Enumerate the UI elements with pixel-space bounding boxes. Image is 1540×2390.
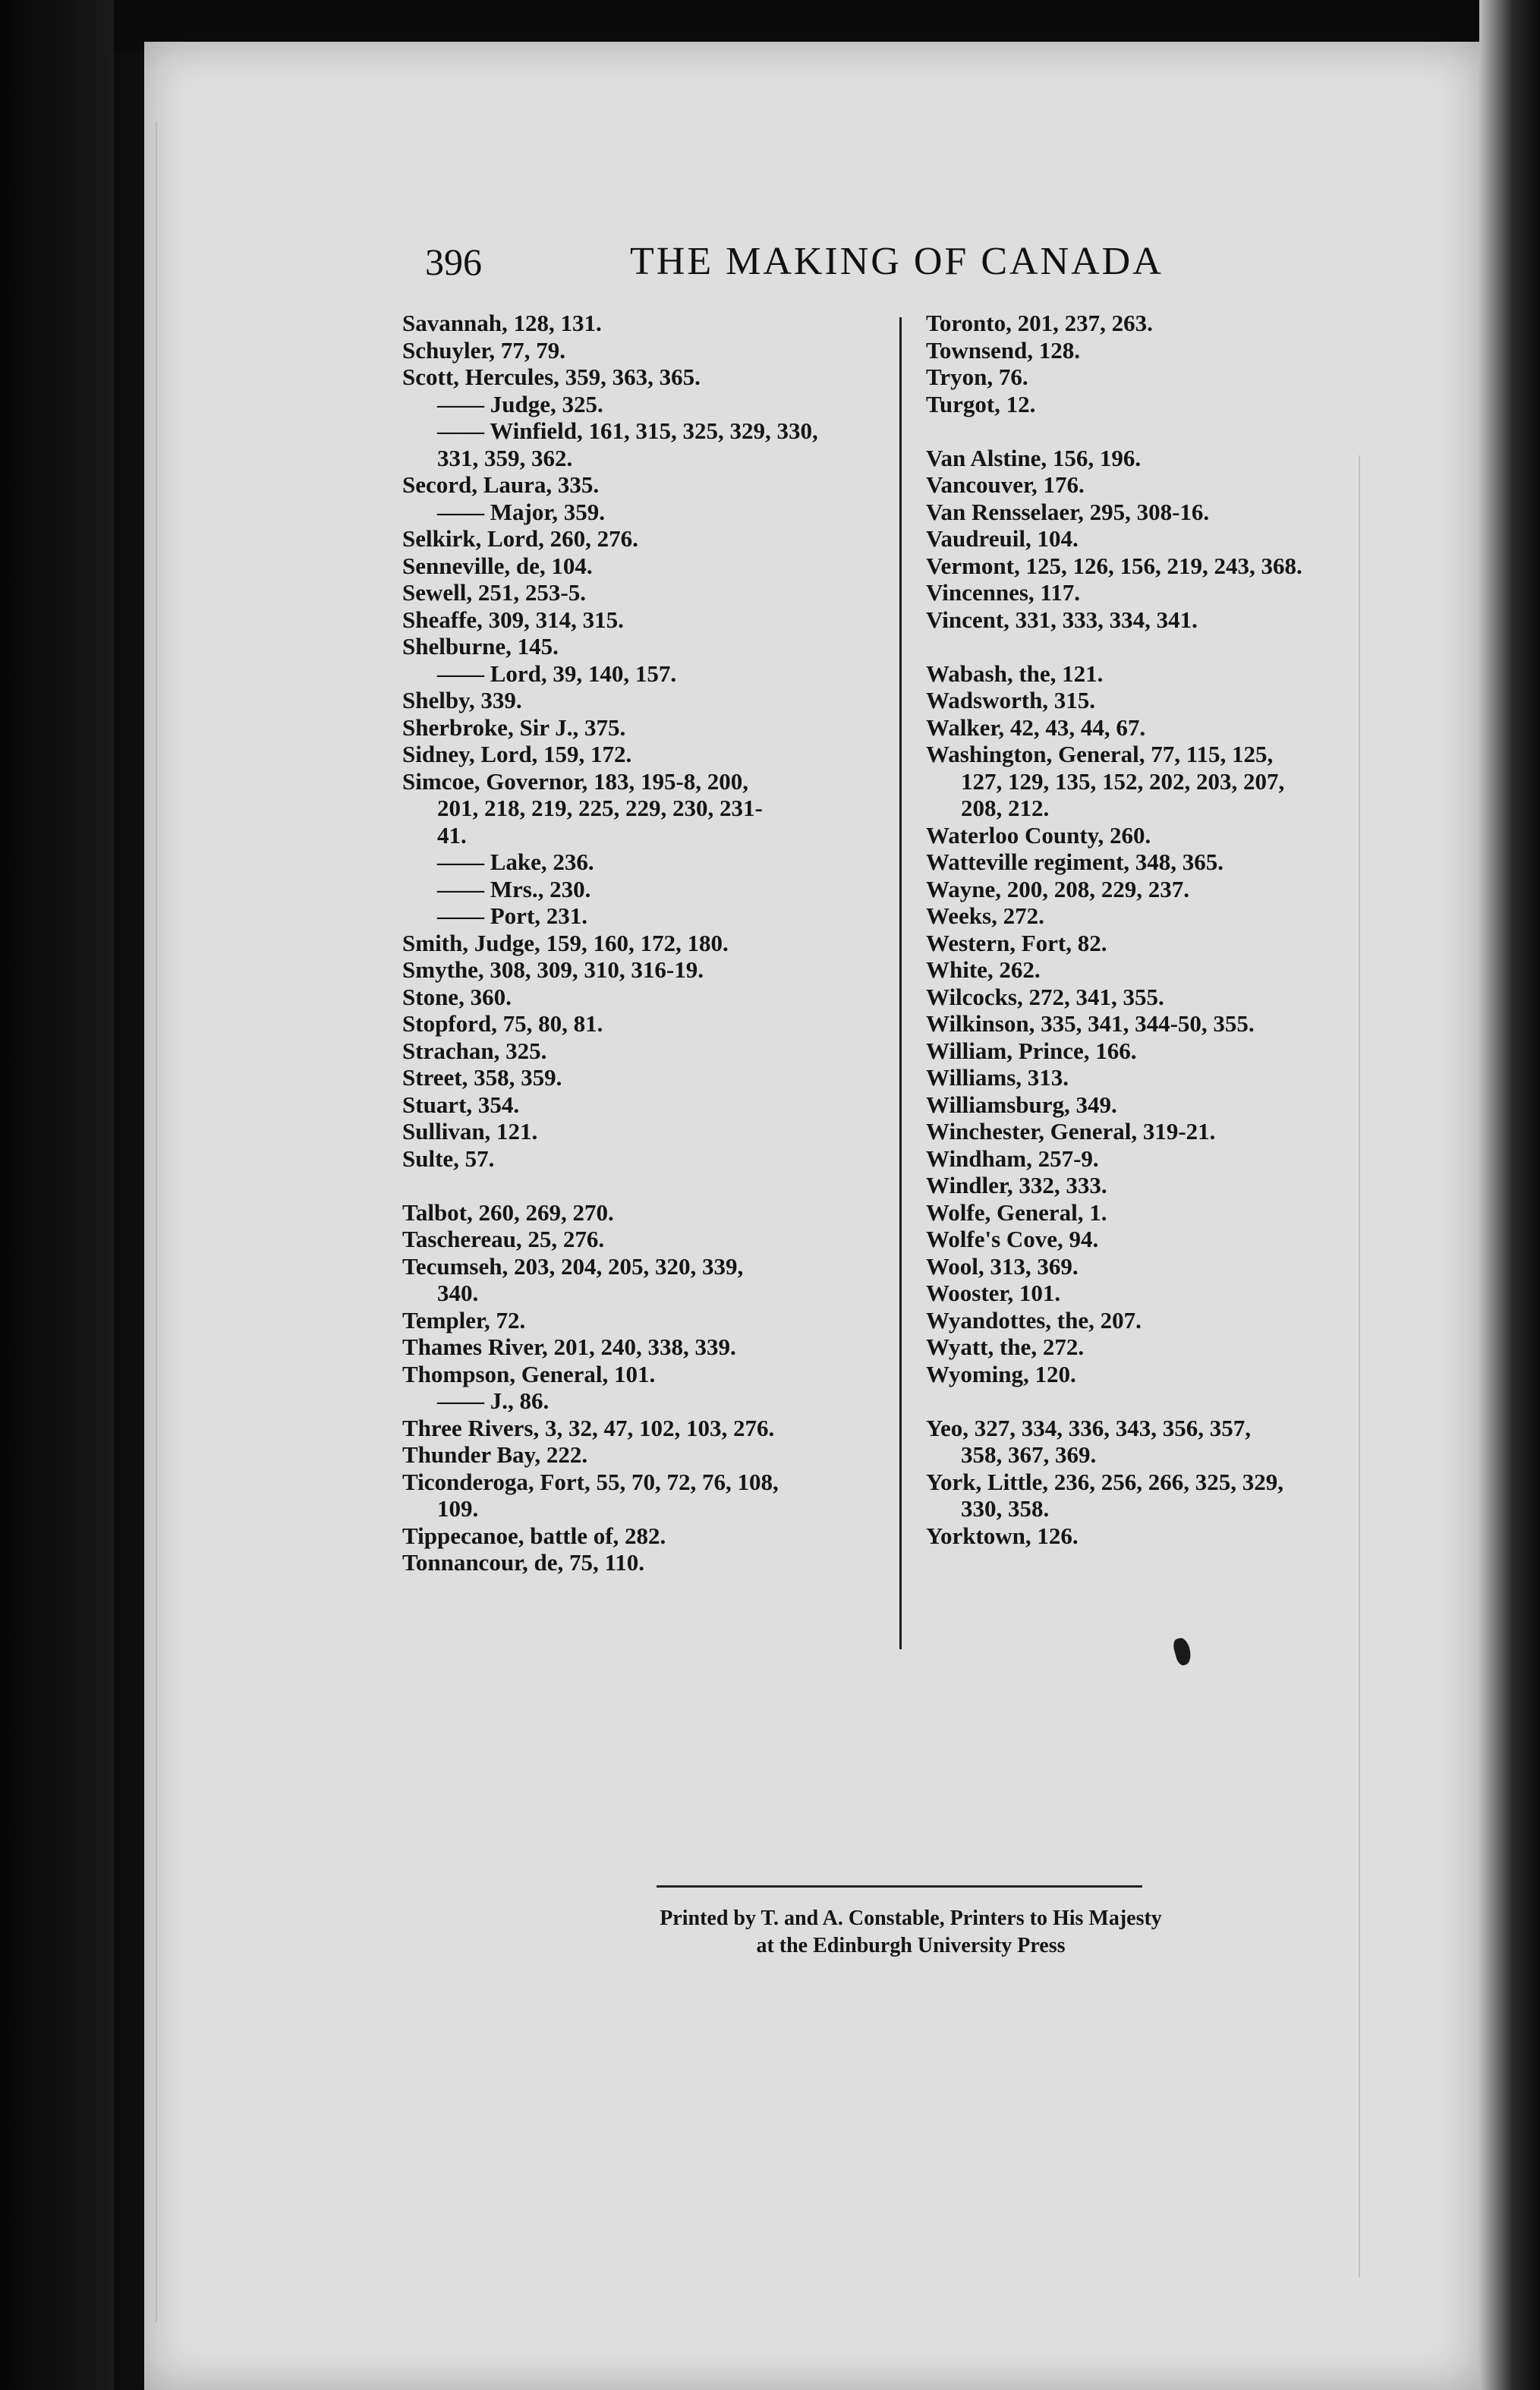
printer-imprint — [531, 1905, 1290, 1960]
index-entry: Wolfe's Cove, 94. — [926, 1226, 1099, 1252]
index-entry: —— J., 86. — [437, 1387, 550, 1414]
index-entry: 331, 359, 362. — [437, 444, 573, 471]
index-entry: Thunder Bay, 222. — [402, 1441, 588, 1468]
index-entry: Smythe, 308, 309, 310, 316-19. — [402, 956, 704, 983]
index-entry: Savannah, 128, 131. — [402, 310, 602, 336]
scan-left-edge — [0, 0, 114, 2390]
index-entry: Talbot, 260, 269, 270. — [402, 1198, 614, 1226]
index-entry: Sheaffe, 309, 314, 315. — [402, 606, 624, 633]
scan-right-edge — [1479, 0, 1540, 2390]
index-columns — [402, 310, 1434, 1653]
index-entry: Stuart, 354. — [402, 1091, 520, 1118]
index-entry: Yeo, 327, 334, 336, 343, 356, 357, — [926, 1414, 1251, 1441]
index-entry: Taschereau, 25, 276. — [402, 1226, 605, 1252]
index-entry: Williamsburg, 349. — [926, 1091, 1117, 1118]
index-entry: Tecumseh, 203, 204, 205, 320, 339, — [402, 1252, 744, 1280]
index-entry: York, Little, 236, 256, 266, 325, 329, — [926, 1468, 1284, 1495]
imprint-rule — [657, 1885, 1142, 1888]
index-entry: Sulte, 57. — [402, 1145, 495, 1172]
index-entry: Vincent, 331, 333, 334, 341. — [926, 606, 1198, 633]
index-entry: Three Rivers, 3, 32, 47, 102, 103, 276. — [402, 1414, 775, 1441]
index-entry: Watteville regiment, 348, 365. — [926, 849, 1224, 875]
index-entry: Wyatt, the, 272. — [926, 1334, 1085, 1360]
index-entry: Schuyler, 77, 79. — [402, 336, 566, 364]
index-entry: 109. — [437, 1495, 479, 1522]
index-right-column — [926, 310, 1434, 1549]
index-entry: Waterloo County, 260. — [926, 821, 1151, 849]
index-entry: Shelby, 339. — [402, 687, 522, 713]
index-entry: —— Major, 359. — [437, 498, 605, 525]
index-entry: —— Winfield, 161, 315, 325, 329, 330, — [437, 417, 818, 444]
index-entry: Tippecanoe, battle of, 282. — [402, 1522, 666, 1549]
running-title: THE MAKING OF CANADA — [630, 240, 1164, 283]
index-entry: Wyandottes, the, 207. — [926, 1306, 1142, 1334]
index-entry: Stopford, 75, 80, 81. — [402, 1010, 603, 1037]
index-entry: Williams, 313. — [926, 1064, 1069, 1091]
index-entry: Winchester, General, 319-21. — [926, 1118, 1216, 1145]
index-entry: Wilkinson, 335, 341, 344-50, 355. — [926, 1010, 1255, 1037]
index-entry: Ticonderoga, Fort, 55, 70, 72, 76, 108, — [402, 1468, 779, 1495]
index-entry: Simcoe, Governor, 183, 195-8, 200, — [402, 767, 749, 795]
index-entry: Vermont, 125, 126, 156, 219, 243, 368. — [926, 552, 1302, 579]
index-entry: Secord, Laura, 335. — [402, 471, 600, 498]
index-entry: Vaudreuil, 104. — [926, 525, 1079, 552]
page-crease — [156, 121, 157, 2322]
index-entry: Walker, 42, 43, 44, 67. — [926, 713, 1146, 741]
index-entry: Wabash, the, 121. — [926, 660, 1104, 687]
index-entry: Scott, Hercules, 359, 363, 365. — [402, 364, 701, 390]
index-entry: —— Judge, 325. — [437, 390, 603, 417]
page-number: 396 — [425, 241, 482, 283]
index-entry: Thames River, 201, 240, 338, 339. — [402, 1334, 736, 1360]
index-entry — [402, 1172, 903, 1199]
index-entry: Sewell, 251, 253-5. — [402, 579, 586, 606]
index-entry: Stone, 360. — [402, 983, 512, 1010]
index-entry: 330, 358. — [961, 1495, 1050, 1522]
index-entry — [926, 633, 1434, 660]
index-entry: William, Prince, 166. — [926, 1037, 1137, 1064]
index-entry: 340. — [437, 1280, 479, 1306]
index-entry: Thompson, General, 101. — [402, 1360, 656, 1387]
index-entry: Yorktown, 126. — [926, 1522, 1079, 1549]
index-entry: Strachan, 325. — [402, 1037, 547, 1064]
index-entry: Senneville, de, 104. — [402, 552, 593, 579]
imprint-line-2: at the Edinburgh University Press — [756, 1934, 1066, 1957]
index-entry: Western, Fort, 82. — [926, 929, 1107, 956]
index-entry: Shelburne, 145. — [402, 633, 559, 660]
index-entry: Sullivan, 121. — [402, 1118, 538, 1145]
index-entry: Tonnancour, de, 75, 110. — [402, 1549, 645, 1576]
index-entry: Selkirk, Lord, 260, 276. — [402, 525, 638, 552]
index-entry: Wooster, 101. — [926, 1280, 1061, 1306]
index-entry: Vincennes, 117. — [926, 579, 1080, 606]
index-entry: Wolfe, General, 1. — [926, 1198, 1107, 1226]
index-entry: Wadsworth, 315. — [926, 687, 1096, 713]
index-entry: Tryon, 76. — [926, 364, 1028, 390]
index-entry: 127, 129, 135, 152, 202, 203, 207, — [961, 767, 1285, 795]
index-entry: Windler, 332, 333. — [926, 1172, 1107, 1198]
index-entry: 208, 212. — [961, 795, 1050, 821]
index-entry: Windham, 257-9. — [926, 1145, 1099, 1172]
index-entry: —— Lake, 236. — [437, 849, 594, 875]
index-entry: —— Mrs., 230. — [437, 875, 591, 902]
index-entry: Sherbroke, Sir J., 375. — [402, 713, 626, 741]
index-entry: Smith, Judge, 159, 160, 172, 180. — [402, 929, 729, 956]
index-entry: Wool, 313, 369. — [926, 1252, 1079, 1280]
index-entry: Street, 358, 359. — [402, 1064, 562, 1091]
index-entry: Templer, 72. — [402, 1306, 526, 1334]
index-entry: Wilcocks, 272, 341, 355. — [926, 983, 1164, 1010]
index-entry: White, 262. — [926, 956, 1041, 983]
index-entry: 41. — [437, 821, 467, 849]
column-divider — [899, 317, 902, 1649]
index-entry — [926, 417, 1434, 445]
index-entry: Van Alstine, 156, 196. — [926, 444, 1142, 471]
imprint-line-1: Printed by T. and A. Constable, Printers to His Majesty — [660, 1907, 1162, 1930]
index-entry: —— Port, 231. — [437, 902, 588, 929]
index-left-column — [402, 310, 903, 1576]
index-entry: 201, 218, 219, 225, 229, 230, 231- — [437, 795, 763, 821]
index-entry — [926, 1387, 1434, 1415]
index-entry: Turgot, 12. — [926, 390, 1036, 417]
index-entry: Wayne, 200, 208, 229, 237. — [926, 875, 1190, 902]
index-entry: Wyoming, 120. — [926, 1360, 1076, 1387]
index-entry: Washington, General, 77, 115, 125, — [926, 741, 1274, 767]
index-entry: Sidney, Lord, 159, 172. — [402, 741, 632, 767]
index-entry: Weeks, 272. — [926, 902, 1044, 929]
index-entry: Van Rensselaer, 295, 308-16. — [926, 498, 1210, 525]
index-entry: —— Lord, 39, 140, 157. — [437, 660, 677, 687]
index-entry: Townsend, 128. — [926, 336, 1081, 364]
index-entry: Toronto, 201, 237, 263. — [926, 310, 1153, 336]
index-entry: Vancouver, 176. — [926, 471, 1085, 498]
page-header — [425, 231, 1199, 292]
index-entry: 358, 367, 369. — [961, 1441, 1097, 1468]
